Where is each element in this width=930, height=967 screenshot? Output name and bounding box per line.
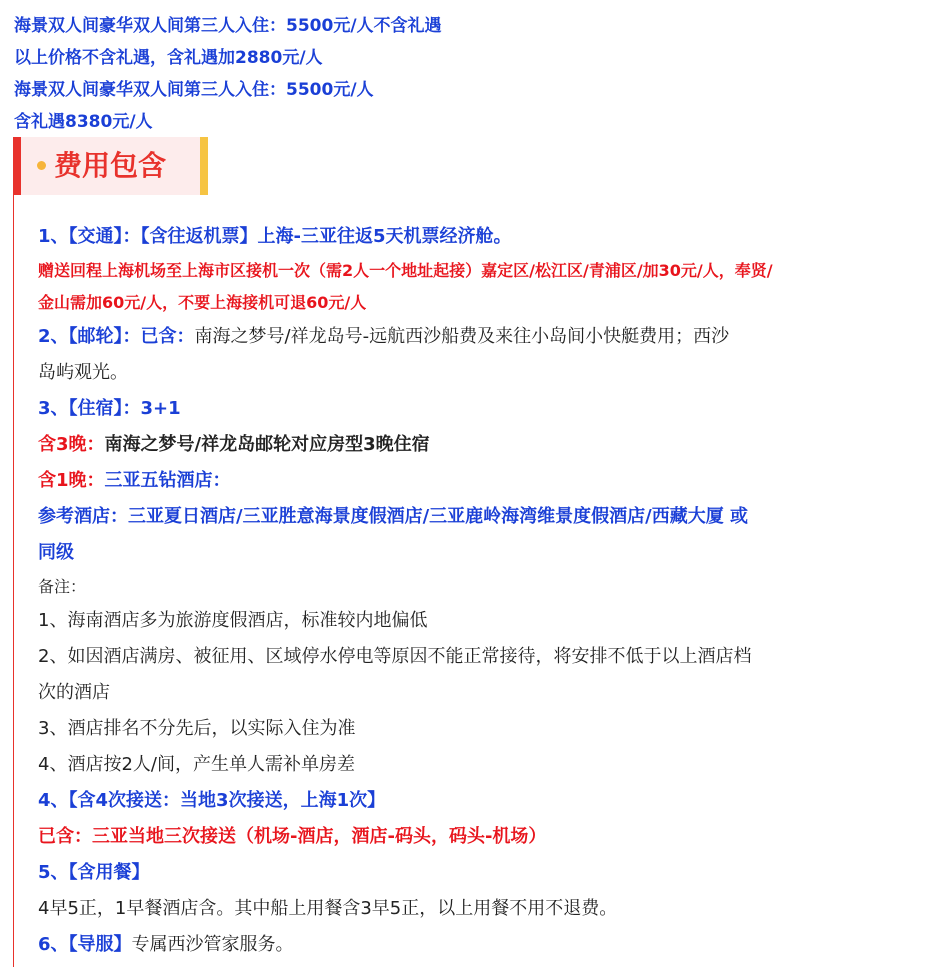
remark-item: 次的酒店 [38, 682, 110, 703]
night1-label: 含1晚： [38, 470, 105, 491]
guide-label: 6、【导服】 [38, 934, 132, 955]
section-header [14, 137, 208, 195]
remark-item: 2、如因酒店满房、被征用、区域停水停电等原因不能正常接待，将安排不低于以上酒店档 [38, 646, 752, 667]
fee-included-section [13, 137, 924, 967]
lodging-night3 [38, 427, 900, 463]
header-accent-right [200, 137, 208, 195]
lodging-heading: 3、【住宿】：3+1 [38, 398, 181, 419]
price-note-line: 海景双人间豪华双人间第三人入住：5500元/人 [14, 80, 374, 100]
meals-detail: 4早5正，1早餐酒店含。其中船上用餐含3早5正，以上用餐不用不退费。 [38, 898, 618, 919]
price-notes [14, 10, 914, 138]
header-accent-left [14, 137, 21, 195]
transfer-detail: 已含：三亚当地三次接送（机场-酒店，酒店-码头，码头-机场） [38, 826, 547, 847]
remark-item: 1、海南酒店多为旅游度假酒店，标准较内地偏低 [38, 610, 428, 631]
night3-text: 南海之梦号/祥龙岛邮轮对应房型3晚住宿 [104, 434, 430, 455]
transport-note: 赠送回程上海机场至上海市区接机一次（需2人一个地址起接）嘉定区/松江区/青浦区/加30元/人，奉贤/ [38, 261, 773, 280]
remark-title: 备注： [38, 577, 87, 596]
price-note-line: 含礼遇8380元/人 [14, 112, 153, 132]
night3-label: 含3晚： [38, 434, 105, 455]
transport-heading: 1、【交通】：【含往返机票】上海-三亚往返5天机票经济舱。 [38, 226, 512, 247]
section-content [38, 219, 900, 963]
guide-line [38, 927, 900, 963]
price-note-line: 海景双人间豪华双人间第三人入住：5500元/人不含礼遇 [14, 16, 442, 36]
cruise-line [38, 319, 900, 355]
night1-text: 三亚五钻酒店： [104, 470, 231, 491]
lodging-night1 [38, 463, 900, 499]
remark-item: 3、酒店排名不分先后，以实际入住为准 [38, 718, 356, 739]
bullet-dot-icon [37, 161, 46, 170]
price-note-line: 以上价格不含礼遇，含礼遇加2880元/人 [14, 48, 323, 68]
cruise-label: 2、【邮轮】：已含： [38, 326, 195, 347]
transfer-heading: 4、【含4次接送：当地3次接送，上海1次】 [38, 790, 386, 811]
remark-item: 4、酒店按2人/间，产生单人需补单房差 [38, 754, 355, 775]
cruise-text: 南海之梦号/祥龙岛号-远航西沙船费及来往小岛间小快艇费用；西沙 [194, 326, 730, 347]
transport-note: 金山需加60元/人，不要上海接机可退60元/人 [38, 293, 367, 312]
section-title: 费用包含 [54, 149, 167, 182]
meals-heading: 5、【含用餐】 [38, 862, 150, 883]
reference-hotels-continued: 同级 [38, 542, 74, 563]
reference-hotels: 参考酒店：三亚夏日酒店/三亚胜意海景度假酒店/三亚鹿岭海湾维景度假酒店/西藏大厦 或 [38, 506, 748, 527]
guide-text: 专属西沙管家服务。 [131, 934, 294, 955]
cruise-text-continued: 岛屿观光。 [38, 362, 128, 383]
